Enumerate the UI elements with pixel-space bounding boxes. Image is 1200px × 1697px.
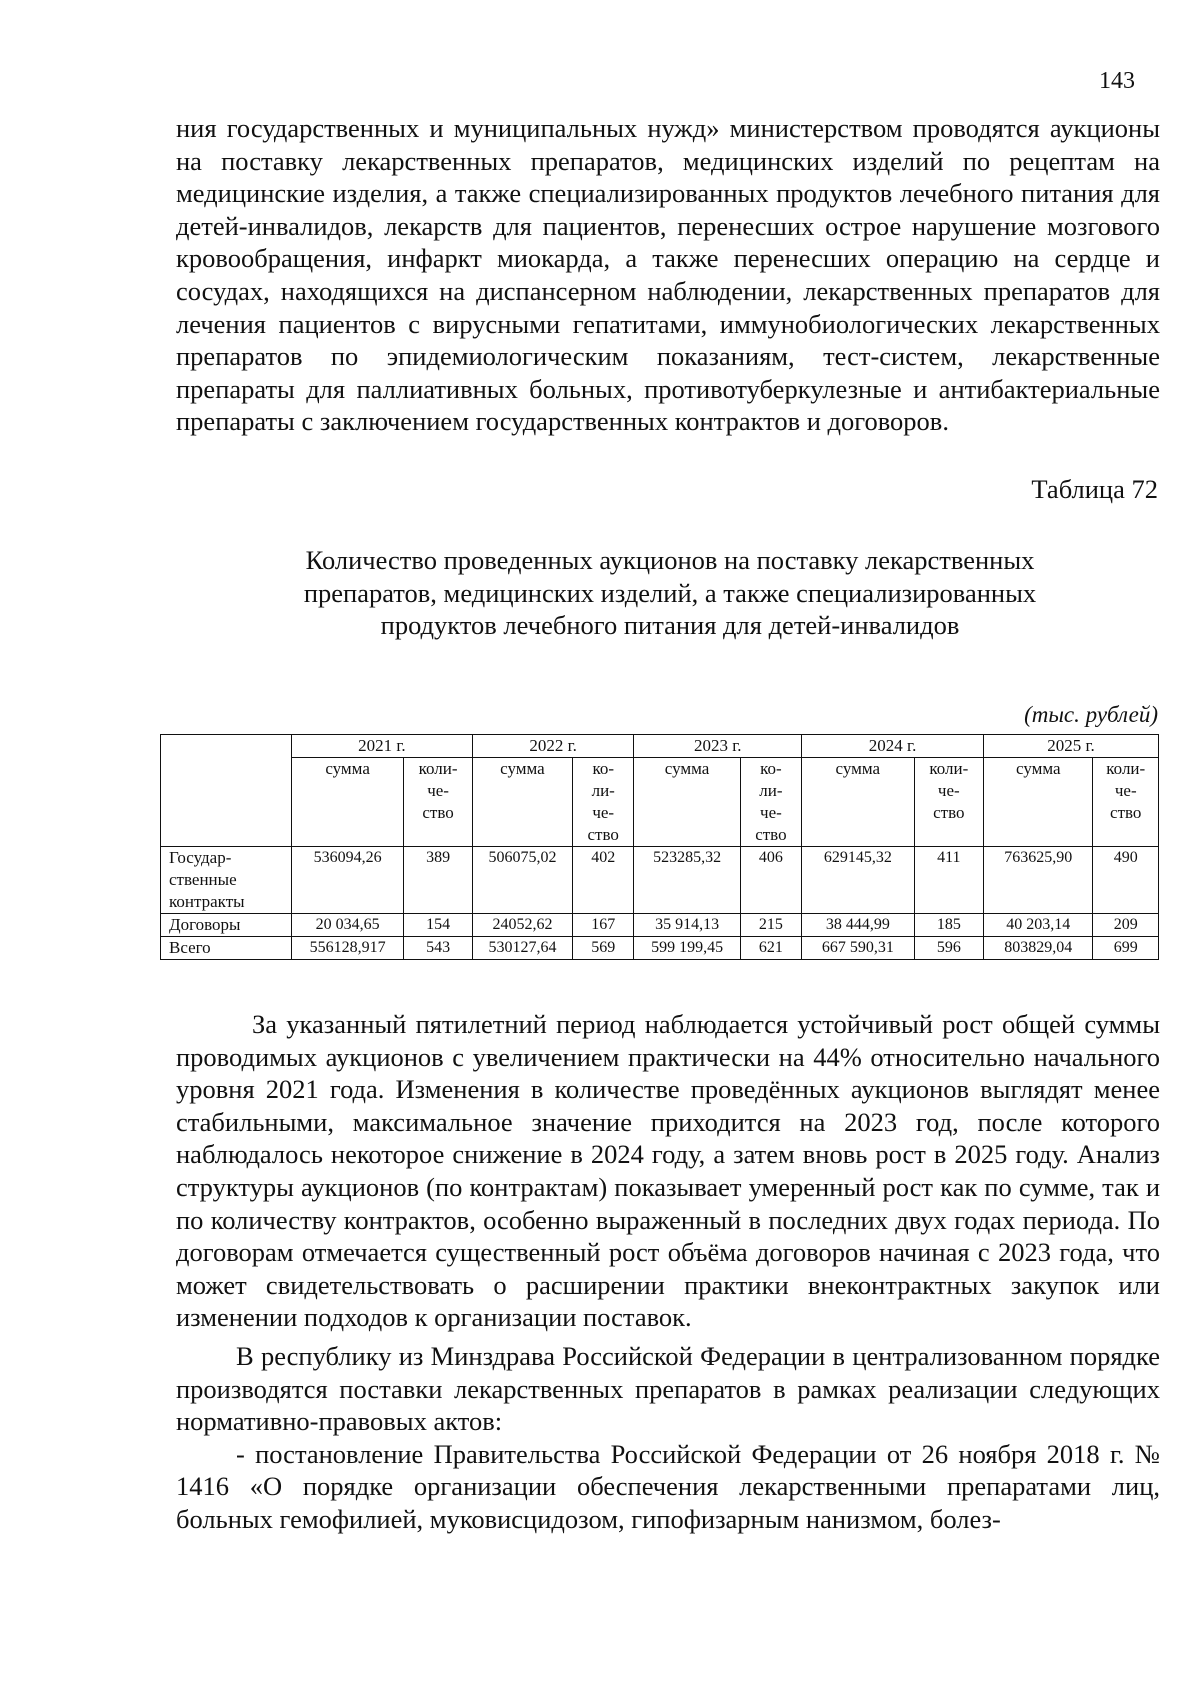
year-header: 2024 г.: [802, 735, 984, 758]
table-row-total: [161, 937, 1159, 960]
cell-count: 596: [914, 937, 984, 960]
row-label: Государ- ственные контракты: [161, 847, 292, 914]
cell-count: 402: [573, 847, 634, 914]
count-header: коли- че- ство: [404, 758, 473, 847]
intro-text-block: [176, 112, 1160, 438]
count-header: коли- че- ство: [914, 758, 984, 847]
year-header: 2025 г.: [984, 735, 1159, 758]
subheader-row: [161, 758, 1159, 847]
table-row-contracts: [161, 847, 1159, 914]
page-number: 143: [1099, 68, 1135, 94]
auctions-table: [160, 734, 1159, 960]
year-header-row: [161, 735, 1159, 758]
sum-header: сумма: [291, 758, 403, 847]
sum-header: сумма: [984, 758, 1093, 847]
cell-sum: 530127,64: [472, 937, 572, 960]
cell-sum: 523285,32: [634, 847, 740, 914]
cell-count: 154: [404, 914, 473, 937]
cell-count: 569: [573, 937, 634, 960]
table-units: (тыс. рублей): [1024, 702, 1158, 727]
count-header: коли- че- ство: [1093, 758, 1159, 847]
cell-sum: 536094,26: [291, 847, 403, 914]
intro-paragraph: ния государственных и муниципальных нужд» министерством проводятся аукционы на поставку лекарственных препаратов, медицинских изделий по рецептам на медицинские изделия, а также специализированных продуктов лечебного питания для детей-инвалидов, лекарств для пациентов, перенесших острое нарушение мозгового кровообращения, инфаркт миокарда, а также перенесших операцию на сердце и сосудах, находящихся на диспансерном наблюдении, лекарственных препаратов для лечения пациентов с вирусными гепатитами, иммунобиологических лекарственных препаратов по эпидемиологическим показаниям, тест-систем, лекарственные препараты для паллиативных больных, противотуберкулезные и антибактериальные препараты с заключением государственных контрактов и договоров.: [176, 113, 1160, 437]
cell-count: 490: [1093, 847, 1159, 914]
row-label: Договоры: [161, 914, 292, 937]
cell-count: 185: [914, 914, 984, 937]
year-header: 2022 г.: [472, 735, 634, 758]
cell-sum: 38 444,99: [802, 914, 914, 937]
cell-sum: 35 914,13: [634, 914, 740, 937]
row-label: Всего: [161, 937, 292, 960]
cell-sum: 506075,02: [472, 847, 572, 914]
sum-header: сумма: [802, 758, 914, 847]
cell-sum: 40 203,14: [984, 914, 1093, 937]
corner-cell: [161, 735, 292, 847]
supply-paragraph: В республику из Минздрава Российской Федерации в централизованном порядке производятся поставки лекарственных препаратов в рамках реализации следующих нормативно-правовых актов:: [176, 1340, 1160, 1437]
body-text-block: [176, 1008, 1160, 1536]
year-header: 2023 г.: [634, 735, 802, 758]
table-label: Таблица 72: [1031, 474, 1158, 504]
count-header: ко- ли- че- ство: [573, 758, 634, 847]
cell-sum: 24052,62: [472, 914, 572, 937]
cell-sum: 667 590,31: [802, 937, 914, 960]
cell-count: 699: [1093, 937, 1159, 960]
sum-header: сумма: [634, 758, 740, 847]
cell-count: 209: [1093, 914, 1159, 937]
table-row-agreements: [161, 914, 1159, 937]
table-title: Количество проведенных аукционов на поставку лекарственных препаратов, медицинских изделий, а также специализированных продуктов лечебного питания для детей-инвалидов: [303, 545, 1037, 641]
cell-count: 543: [404, 937, 473, 960]
cell-sum: 556128,917: [291, 937, 403, 960]
year-header: 2021 г.: [291, 735, 472, 758]
cell-count: 167: [573, 914, 634, 937]
cell-sum: 763625,90: [984, 847, 1093, 914]
cell-count: 411: [914, 847, 984, 914]
sum-header: сумма: [472, 758, 572, 847]
cell-sum: 629145,32: [802, 847, 914, 914]
count-header: ко- ли- че- ство: [740, 758, 801, 847]
cell-count: 406: [740, 847, 801, 914]
cell-count: 215: [740, 914, 801, 937]
cell-sum: 803829,04: [984, 937, 1093, 960]
cell-count: 621: [740, 937, 801, 960]
decree-paragraph: - постановление Правительства Российской Федерации от 26 ноября 2018 г. № 1416 «О порядке организации обеспечения лекарственными препаратами лиц, больных гемофилией, муковисцидозом, гипофизарным нанизмом, болез-: [176, 1438, 1160, 1534]
cell-sum: 599 199,45: [634, 937, 740, 960]
cell-count: 389: [404, 847, 473, 914]
cell-sum: 20 034,65: [291, 914, 403, 937]
analysis-paragraph: За указанный пятилетний период наблюдается устойчивый рост общей суммы проводимых аукционов с увеличением практически на 44% относительно начального уровня 2021 года. Изменения в количестве проведённых аукционов выглядят менее стабильными, максимальное значение приходится на 2023 год, после которого наблюдалось некоторое снижение в 2024 году, а затем вновь рост в 2025 году. Анализ структуры аукционов (по контрактам) показывает умеренный рост как по сумме, так и по количеству контрактов, особенно выраженный в последних двух годах периода. По договорам отмечается существенный рост объёма договоров начиная с 2023 года, что может свидетельствовать о расширении практики внеконтрактных закупок или изменении подходов к организации поставок.: [176, 1009, 1160, 1333]
